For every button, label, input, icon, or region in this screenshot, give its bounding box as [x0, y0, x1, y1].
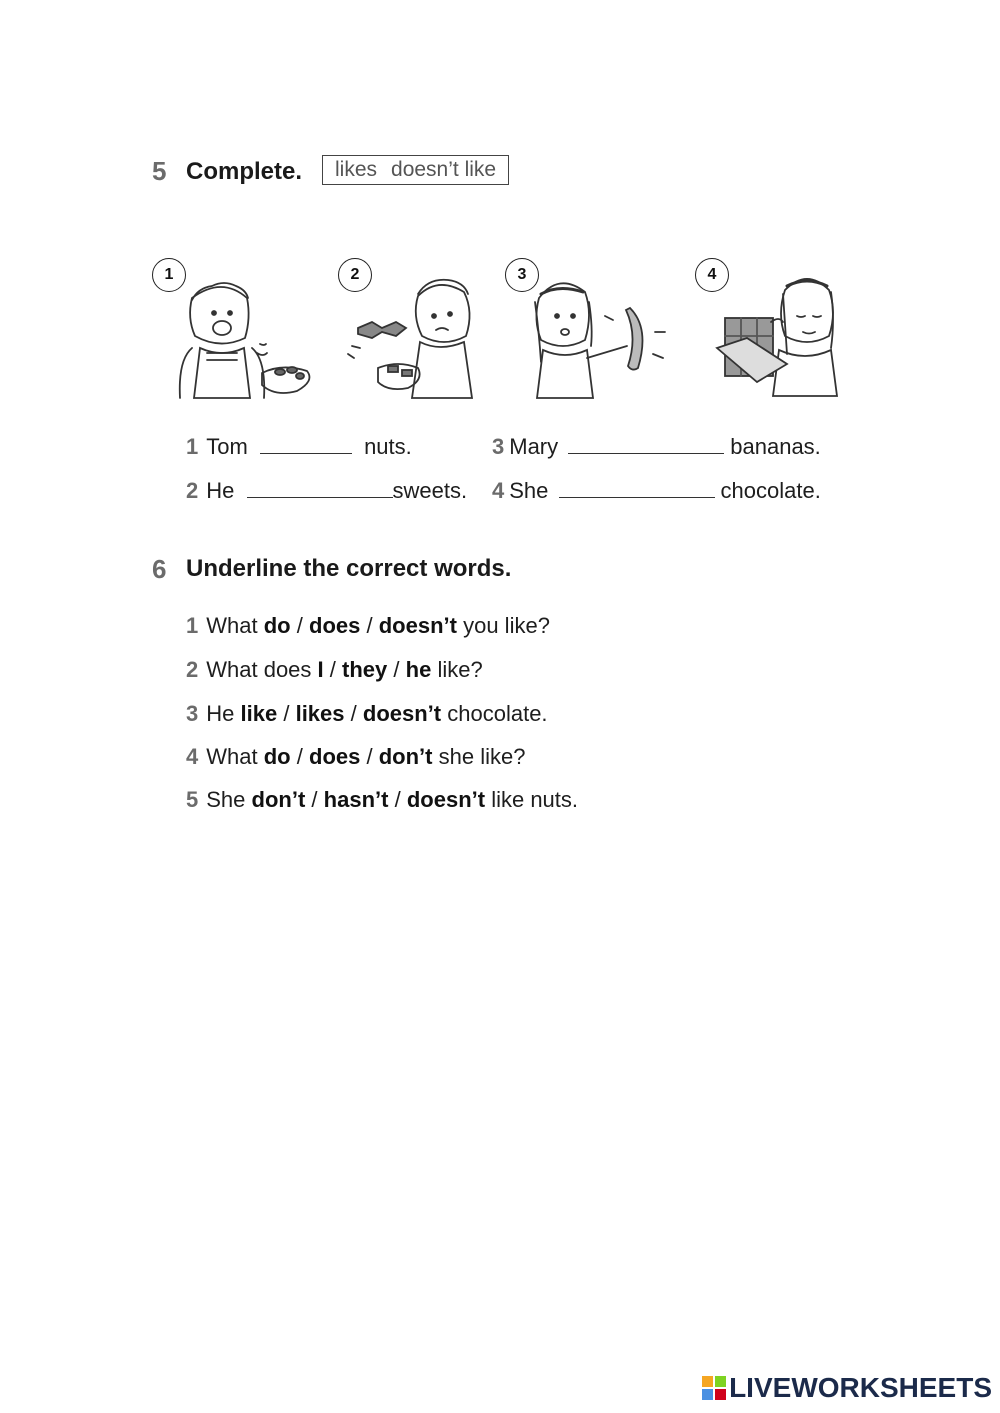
answer-blank[interactable]	[568, 433, 724, 454]
sentence-start: Tom	[206, 434, 248, 459]
option-separator: /	[394, 787, 401, 812]
option-separator: /	[329, 657, 336, 682]
option-word[interactable]: doesn’t	[406, 787, 486, 812]
sentence-end: nuts.	[364, 434, 412, 459]
option-separator: /	[283, 701, 290, 726]
item-number: 5	[186, 787, 199, 812]
item-text: What	[206, 744, 258, 769]
option-word[interactable]: doesn’t	[378, 613, 457, 638]
underline-item-3	[186, 701, 548, 727]
sentence-4	[492, 477, 821, 504]
item-text: He	[206, 701, 235, 726]
option-separator: /	[393, 657, 400, 682]
item-text: What	[206, 613, 258, 638]
answer-blank[interactable]	[247, 477, 393, 498]
item-number: 1	[186, 434, 199, 459]
option-word[interactable]: he	[405, 657, 432, 682]
word-box-item: likes	[335, 158, 378, 181]
exercise-5-number: 5	[152, 156, 167, 186]
option-word[interactable]: does	[309, 744, 361, 769]
option-separator: /	[366, 613, 373, 638]
word-box-item: doesn’t like	[391, 158, 497, 181]
underline-item-4	[186, 744, 525, 770]
item-number: 3	[492, 434, 505, 459]
sentence-start: She	[509, 478, 549, 503]
option-word[interactable]: hasn’t	[323, 787, 389, 812]
picture-1	[152, 258, 322, 408]
sentence-end: bananas.	[730, 434, 821, 459]
option-word[interactable]: likes	[295, 701, 345, 726]
underline-item-2	[186, 657, 483, 683]
option-word[interactable]: doesn’t	[362, 701, 442, 726]
sentence-end: sweets.	[392, 478, 468, 503]
item-text: you like?	[463, 613, 550, 638]
option-separator: /	[311, 787, 318, 812]
option-word[interactable]: does	[309, 613, 361, 638]
sentence-3	[492, 433, 821, 460]
logo-text: LIVEWORKSHEETS	[729, 1372, 992, 1403]
option-word[interactable]: do	[263, 744, 291, 769]
option-word[interactable]: don’t	[251, 787, 306, 812]
item-text: What does	[206, 657, 312, 682]
picture-4	[695, 258, 865, 408]
item-text: like nuts.	[491, 787, 579, 812]
option-word[interactable]: like	[240, 701, 278, 726]
item-number: 3	[186, 701, 199, 726]
picture-3	[505, 258, 675, 408]
item-text: like?	[437, 657, 483, 682]
picture-number: 1	[152, 258, 186, 292]
item-text: She	[206, 787, 246, 812]
word-box	[322, 155, 509, 185]
picture-number: 2	[338, 258, 372, 292]
sentence-2	[186, 477, 467, 504]
picture-number: 4	[695, 258, 729, 292]
sentence-1	[186, 433, 412, 460]
option-word[interactable]: don’t	[378, 744, 433, 769]
item-text: chocolate.	[447, 701, 548, 726]
item-number: 2	[186, 478, 199, 503]
exercise-5-title: Complete.	[186, 158, 303, 185]
option-word[interactable]: they	[342, 657, 388, 682]
sentence-start: He	[206, 478, 235, 503]
option-separator: /	[296, 613, 303, 638]
answer-blank[interactable]	[260, 433, 352, 454]
sentence-end: chocolate.	[720, 478, 821, 503]
answer-blank[interactable]	[559, 477, 715, 498]
logo-cubes-icon	[702, 1376, 726, 1400]
option-word[interactable]: I	[317, 657, 324, 682]
exercise-6-title: Underline the correct words.	[186, 555, 512, 582]
option-separator: /	[366, 744, 373, 769]
sentence-start: Mary	[509, 434, 559, 459]
item-number: 4	[186, 744, 199, 769]
exercise-6-number: 6	[152, 554, 167, 584]
picture-2	[338, 258, 508, 408]
item-number: 2	[186, 657, 199, 682]
option-word[interactable]: do	[263, 613, 291, 638]
item-text: she like?	[438, 744, 526, 769]
underline-item-5	[186, 787, 578, 813]
item-number: 1	[186, 613, 199, 638]
picture-number: 3	[505, 258, 539, 292]
liveworksheets-logo[interactable]	[702, 1371, 992, 1405]
option-separator: /	[350, 701, 357, 726]
item-number: 4	[492, 478, 505, 503]
option-separator: /	[296, 744, 303, 769]
underline-item-1	[186, 613, 550, 639]
